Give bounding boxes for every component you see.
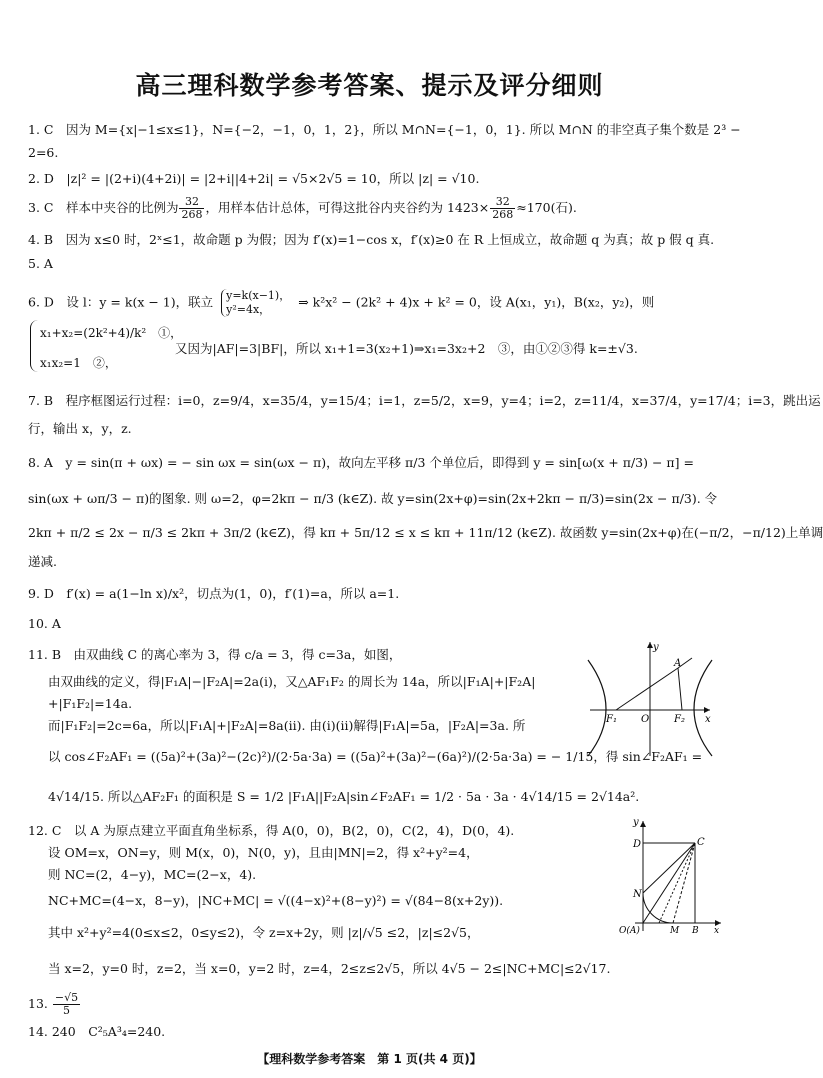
answer-13-number: 13. — [28, 996, 48, 1011]
answer-11-line-4: 而|F₁F₂|=2c=6a，所以|F₁A|+|F₂A|=8a(ⅱ). 由(ⅰ)(ⅱ)解得|F₁A|=5a，|F₂A|=3a. 所 — [48, 718, 526, 733]
answer-3-text-a: 3. C 样本中夹谷的比例为 — [28, 200, 179, 215]
system-eq-1: y=k(x−1)， — [226, 289, 291, 302]
y-axis-arrow-icon — [640, 821, 646, 827]
answer-6-text-a: 6. D 设 l：y = k(x − 1)，联立 — [28, 294, 214, 310]
answer-13-fraction — [53, 992, 80, 1017]
answer-11-line-1: 11. B 由双曲线 C 的离心率为 3，得 c/a = 3，得 c=3a，如图， — [28, 647, 402, 662]
left-branch — [588, 660, 606, 756]
label-y: y — [653, 642, 659, 653]
label-o: O — [641, 714, 650, 725]
answer-6-system — [221, 289, 290, 317]
answer-3-fraction — [179, 196, 204, 221]
brace-icon — [30, 320, 39, 372]
answer-11-line-3: +|F₁F₂|=14a. — [48, 696, 133, 711]
answer-8-line-1: 8. A y = sin(π + ωx) = − sin ωx = sin(ωx − π)，故向左平移 π/3 个单位后，即得到 y = sin[ω(x + π/3) − π] = — [28, 455, 694, 470]
answer-11-line-6: 4√14/15. 所以△AF₂F₁ 的面积是 S = 1/2 |F₁A||F₂A|sin∠F₂AF₁ = 1/2 · 5a · 3a · 4√14/15 = 2√14a². — [48, 789, 640, 804]
label-f1: F₁ — [606, 714, 617, 725]
segment-nc — [643, 843, 695, 893]
segment-dashed — [659, 843, 695, 923]
x-axis-arrow-icon — [704, 707, 710, 713]
answer-12-line-4: NC+MC=(4−x，8−y)，|NC+MC| = √((4−x)²+(8−y)²) = √(84−8(x+2y)). — [48, 893, 504, 908]
answer-3-text-b: ，用样本估计总体，可得这批谷内夹谷约为 1423× — [205, 200, 490, 215]
answer-6-text-b: ⇒ k²x² − (2k² + 4)x + k² = 0，设 A(x₁，y₁)，B(x₂，y₂)，则 — [298, 294, 655, 310]
answer-7-line-1: 7. B 程序框图运行过程：i=0，z=9/4，x=35/4，y=15/4；i=1，z=5/2，x=9，y=4；i=2，z=11/4，x=37/4，y=17/4；i=3，跳出运 — [28, 393, 821, 408]
system-eq-2: y²=4x， — [226, 303, 271, 316]
answer-2: 2. D |z|² = |(2+i)(4+2i)| = |2+i||4+2i| = √5×2√5 = 10，所以 |z| = √10. — [28, 171, 480, 186]
answer-12-line-2: 设 OM=x，ON=y，则 M(x，0)，N(0，y)，且由|MN|=2，得 x²+y²=4， — [48, 845, 479, 860]
answer-12-line-6: 当 x=2，y=0 时，z=2，当 x=0，y=2 时，z=4，2≤z≤2√5，所以 4√5 − 2≤|NC+MC|≤2√17. — [48, 961, 611, 976]
answer-6-eq-1: x₁+x₂=(2k²+4)/k² ①， — [40, 326, 183, 340]
fraction-numerator: −√5 — [54, 991, 79, 1004]
answer-3 — [28, 196, 577, 221]
answer-7-line-2: 行，输出 x，y，z. — [28, 421, 132, 436]
answer-13 — [28, 992, 81, 1017]
fraction-numerator: 32 — [179, 196, 204, 209]
fraction-denominator: 5 — [62, 1004, 70, 1017]
hyperbola-figure — [586, 638, 714, 758]
label-x: x — [705, 714, 711, 725]
label-a: A — [674, 658, 682, 669]
answer-11-line-2: 由双曲线的定义，得|F₁A|−|F₂A|=2a(ⅰ)，又△AF₁F₂ 的周长为 14a，所以|F₁A|+|F₂A| — [48, 674, 536, 689]
label-d: D — [633, 839, 642, 850]
page-footer: 【理科数学参考答案 第 1 页(共 4 页)】 — [257, 1052, 482, 1066]
answer-6-eq-2: x₁x₂=1 ②， — [40, 356, 117, 370]
answer-6-line-2: 又因为|AF|=3|BF|，所以 x₁+1=3(x₂+1)⇒x₁=3x₂+2 ③，由①②③得 k=±√3. — [175, 341, 638, 356]
answer-8-line-3: 2kπ + π/2 ≤ 2x − π/3 ≤ 2kπ + 3π/2 (k∈Z)，得 kπ + 5π/12 ≤ x ≤ kπ + 11π/12 (k∈Z). 故函数 y=sin(2x+φ)在(−π/2，−π/12)上单调 — [28, 525, 823, 540]
page-title: 高三理科数学参考答案、提示及评分细则 — [135, 71, 604, 100]
fraction-denominator: 268 — [492, 208, 514, 221]
answer-4: 4. B 因为 x≤0 时，2ˣ≤1，故命题 p 为假；因为 f′(x)=1−cos x，f′(x)≥0 在 R 上恒成立，故命题 q 为真；故 p 假 q 真. — [28, 232, 715, 247]
answer-8-line-4: 递减. — [28, 554, 57, 569]
right-branch — [694, 660, 712, 756]
answer-3-text-c: ≈170(石). — [516, 200, 577, 215]
fraction-denominator: 268 — [181, 208, 203, 221]
answer-12-line-3: 则 NC=(2，4−y)，MC=(2−x，4). — [48, 867, 257, 882]
label-n: N — [633, 889, 642, 900]
label-m: M — [670, 926, 680, 936]
label-f2: F₂ — [674, 714, 685, 725]
answer-1-line-1: 1. C 因为 M={x|−1≤x≤1}，N={−2，−1，0，1，2}，所以 M∩N={−1，0，1}. 所以 M∩N 的非空真子集个数是 2³ − — [28, 122, 741, 137]
label-c: C — [697, 837, 705, 848]
answer-6-line-1 — [28, 289, 654, 317]
label-x: x — [714, 926, 720, 936]
answer-1-line-2: 2=6. — [28, 145, 59, 160]
answer-10: 10. A — [28, 616, 61, 631]
answer-8-line-2: sin(ωx + ωπ/3 − π)的图象. 则 ω=2，φ=2kπ − π/3 (k∈Z). 故 y=sin(2x+φ)=sin(2x+2kπ − π/3)=sin(2x − π/3). 令 — [28, 491, 718, 506]
answer-9: 9. D f′(x) = a(1−ln x)/x²，切点为(1，0)，f′(1)=a，所以 a=1. — [28, 586, 400, 601]
answer-12-line-5: 其中 x²+y²=4(0≤x≤2，0≤y≤2)，令 z=x+2y，则 |z|/√5 ≤2，|z|≤2√5， — [48, 925, 480, 940]
label-y: y — [633, 817, 639, 828]
label-o-a: O(A) — [619, 926, 640, 936]
answer-14: 14. 240 C²₅A³₄=240. — [28, 1024, 166, 1039]
segment-f1-a — [616, 668, 678, 710]
answer-11-line-5: 以 cos∠F₂AF₁ = ((5a)²+(3a)²−(2c)²)/(2·5a·3a) = ((5a)²+(3a)²−(6a)²)/(2·5a·3a) = − 1/15，得 sin∠F₂AF₁ = — [48, 749, 703, 764]
answer-3-fraction-2 — [490, 196, 515, 221]
segment-a-f2 — [678, 668, 682, 710]
segment-ac — [643, 843, 695, 923]
segment-mc — [673, 843, 695, 923]
label-b: B — [692, 926, 699, 936]
fraction-numerator: 32 — [490, 196, 515, 209]
quarter-arc — [643, 893, 673, 923]
rectangle-figure — [615, 815, 725, 935]
answer-5: 5. A — [28, 256, 53, 271]
answer-12-line-1: 12. C 以 A 为原点建立平面直角坐标系，得 A(0，0)，B(2，0)，C(2，4)，D(0，4). — [28, 823, 515, 838]
